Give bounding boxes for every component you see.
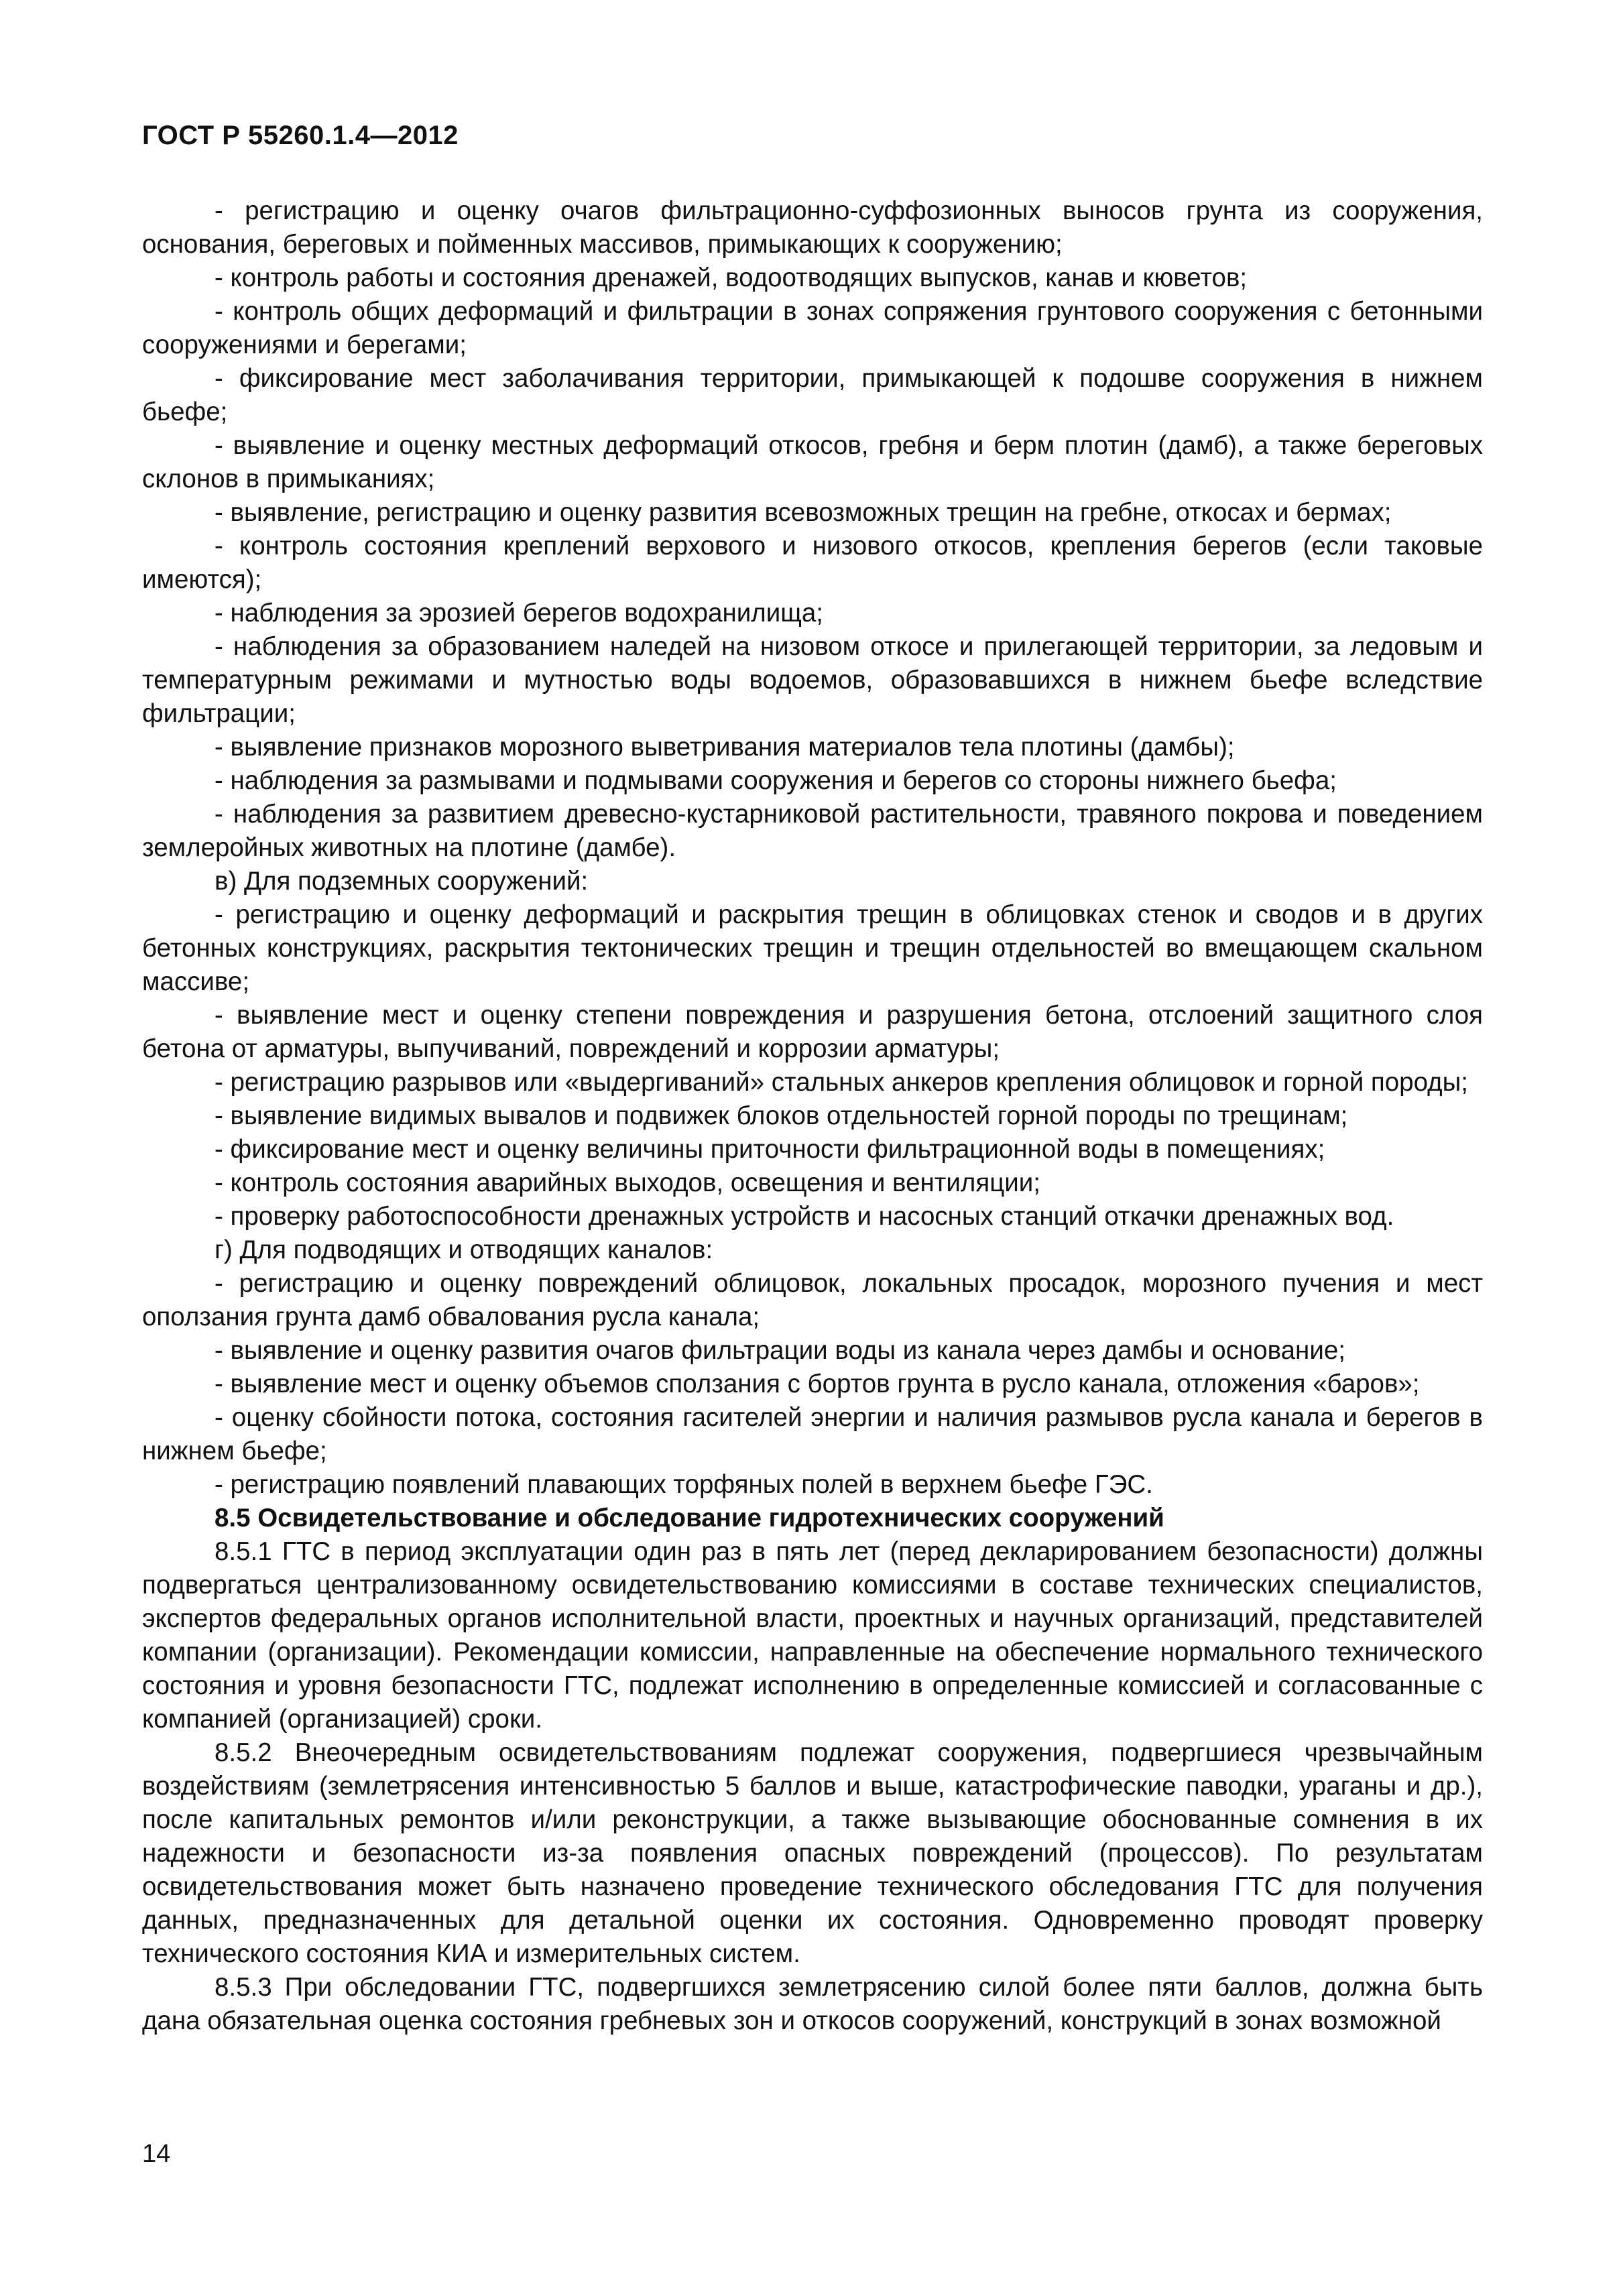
list-item: - фиксирование мест заболачивания территории, примыкающей к подошве сооружения в нижнем бьефе; xyxy=(142,364,1483,426)
list-item: - выявление видимых вывалов и подвижек блоков отдельностей горной породы по трещинам; xyxy=(215,1101,1348,1130)
list-item: - выявление и оценку местных деформаций откосов, гребня и берм плотин (дамб), а также береговых склонов в примыканиях; xyxy=(142,431,1483,493)
standard-code-header: ГОСТ Р 55260.1.4—2012 xyxy=(142,121,459,150)
list-item: - контроль общих деформаций и фильтрации в зонах сопряжения грунтового сооружения с бетонными сооружениями и берегами; xyxy=(142,297,1483,359)
list-item: - регистрацию разрывов или «выдергиваний» стальных анкеров крепления облицовок и горной породы; xyxy=(215,1068,1468,1097)
list-item: - фиксирование мест и оценку величины приточности фильтрационной воды в помещениях; xyxy=(215,1135,1325,1164)
list-item: - выявление мест и оценку степени повреждения и разрушения бетона, отслоений защитного слоя бетона от арматуры, выпучиваний, повреждений и коррозии арматуры; xyxy=(142,1001,1483,1063)
list-item: - наблюдения за эрозией берегов водохранилища; xyxy=(215,599,824,627)
list-item: - контроль состояния креплений верхового и низового откосов, крепления берегов (если таковые имеются); xyxy=(142,532,1483,594)
list-item: - наблюдения за развитием древесно-кустарниковой растительности, травяного покрова и поведением землеройных животных на плотине (дамбе). xyxy=(142,800,1483,862)
list-item: - наблюдения за образованием наледей на низовом откосе и прилегающей территории, за ледовым и температурным режимами и мутностью воды водоемов, образовавшихся в нижнем бьефе вследствие фильтрации; xyxy=(142,632,1483,728)
subsection-label-underground: в) Для подземных сооружений: xyxy=(215,867,589,896)
list-item: - регистрацию и оценку повреждений облицовок, локальных просадок, морозного пучения и мест оползания грунта дамб обвалования русла канала; xyxy=(142,1269,1483,1331)
page-number: 14 xyxy=(142,2140,171,2168)
list-item: - выявление признаков морозного выветривания материалов тела плотины (дамбы); xyxy=(215,733,1235,762)
list-item: - наблюдения за размывами и подмывами сооружения и берегов со стороны нижнего бьефа; xyxy=(215,766,1337,795)
list-item: - регистрацию и оценку очагов фильтрационно-суффозионных выносов грунта из сооружения, основания, береговых и пойменных массивов, примыкающих к сооружению; xyxy=(142,196,1483,259)
list-item: - регистрацию и оценку деформаций и раскрытия трещин в облицовках стенок и сводов и в других бетонных конструкциях, раскрытия тектонических трещин и трещин отдельностей во вмещающем скальном массиве; xyxy=(142,900,1483,996)
list-item: - контроль работы и состояния дренажей, водоотводящих выпусков, канав и кюветов; xyxy=(215,263,1248,292)
list-item: - выявление мест и оценку объемов сползания с бортов грунта в русло канала, отложения «баров»; xyxy=(215,1370,1420,1398)
list-item: - оценку сбойности потока, состояния гасителей энергии и наличия размывов русла канала и берегов в нижнем бьефе; xyxy=(142,1403,1483,1465)
section-heading: 8.5 Освидетельствование и обследование гидротехнических сооружений xyxy=(215,1504,1164,1532)
list-item: - контроль состояния аварийных выходов, освещения и вентиляции; xyxy=(215,1168,1040,1197)
clause-paragraph: 8.5.1 ГТС в период эксплуатации один раз в пять лет (перед декларированием безопасности) должны подвергаться централизованному освидетельствованию комиссиями в составе технических специалистов, экспертов федеральных органов исполнительной власти, проектных и научных организаций, представителей компании (организации). Рекомендации комиссии, направленные на обеспечение нормального технического состояния и уровня безопасности ГТС, подлежат исполнению в определенные комиссией и согласованные с компанией (организацией) сроки. xyxy=(142,1537,1483,1734)
list-item: - регистрацию появлений плавающих торфяных полей в верхнем бьефе ГЭС. xyxy=(215,1470,1153,1499)
document-body xyxy=(142,194,1483,2038)
list-item: - выявление, регистрацию и оценку развития всевозможных трещин на гребне, откосах и бермах; xyxy=(215,498,1392,527)
clause-paragraph: 8.5.2 Внеочередным освидетельствованиям подлежат сооружения, подвергшиеся чрезвычайным воздействиям (землетрясения интенсивностью 5 баллов и выше, катастрофические паводки, ураганы и др.), после капитальных ремонтов и/или реконструкции, а также вызывающие обоснованные сомнения в их надежности и безопасности из-за появления опасных повреждений (процессов). По результатам освидетельствования может быть назначено проведение технического обследования ГТС для получения данных, предназначенных для детальной оценки их состояния. Одновременно проводят проверку технического состояния КИА и измерительных систем. xyxy=(142,1738,1483,1968)
list-item: - проверку работоспособности дренажных устройств и насосных станций откачки дренажных вод. xyxy=(215,1202,1394,1231)
list-item: - выявление и оценку развития очагов фильтрации воды из канала через дамбы и основание; xyxy=(215,1336,1345,1365)
clause-paragraph: 8.5.3 При обследовании ГТС, подвергшихся землетрясению силой более пяти баллов, должна быть дана обязательная оценка состояния гребневых зон и откосов сооружений, конструкций в зонах возможной xyxy=(142,1973,1483,2035)
subsection-label-canals: г) Для подводящих и отводящих каналов: xyxy=(215,1235,713,1264)
